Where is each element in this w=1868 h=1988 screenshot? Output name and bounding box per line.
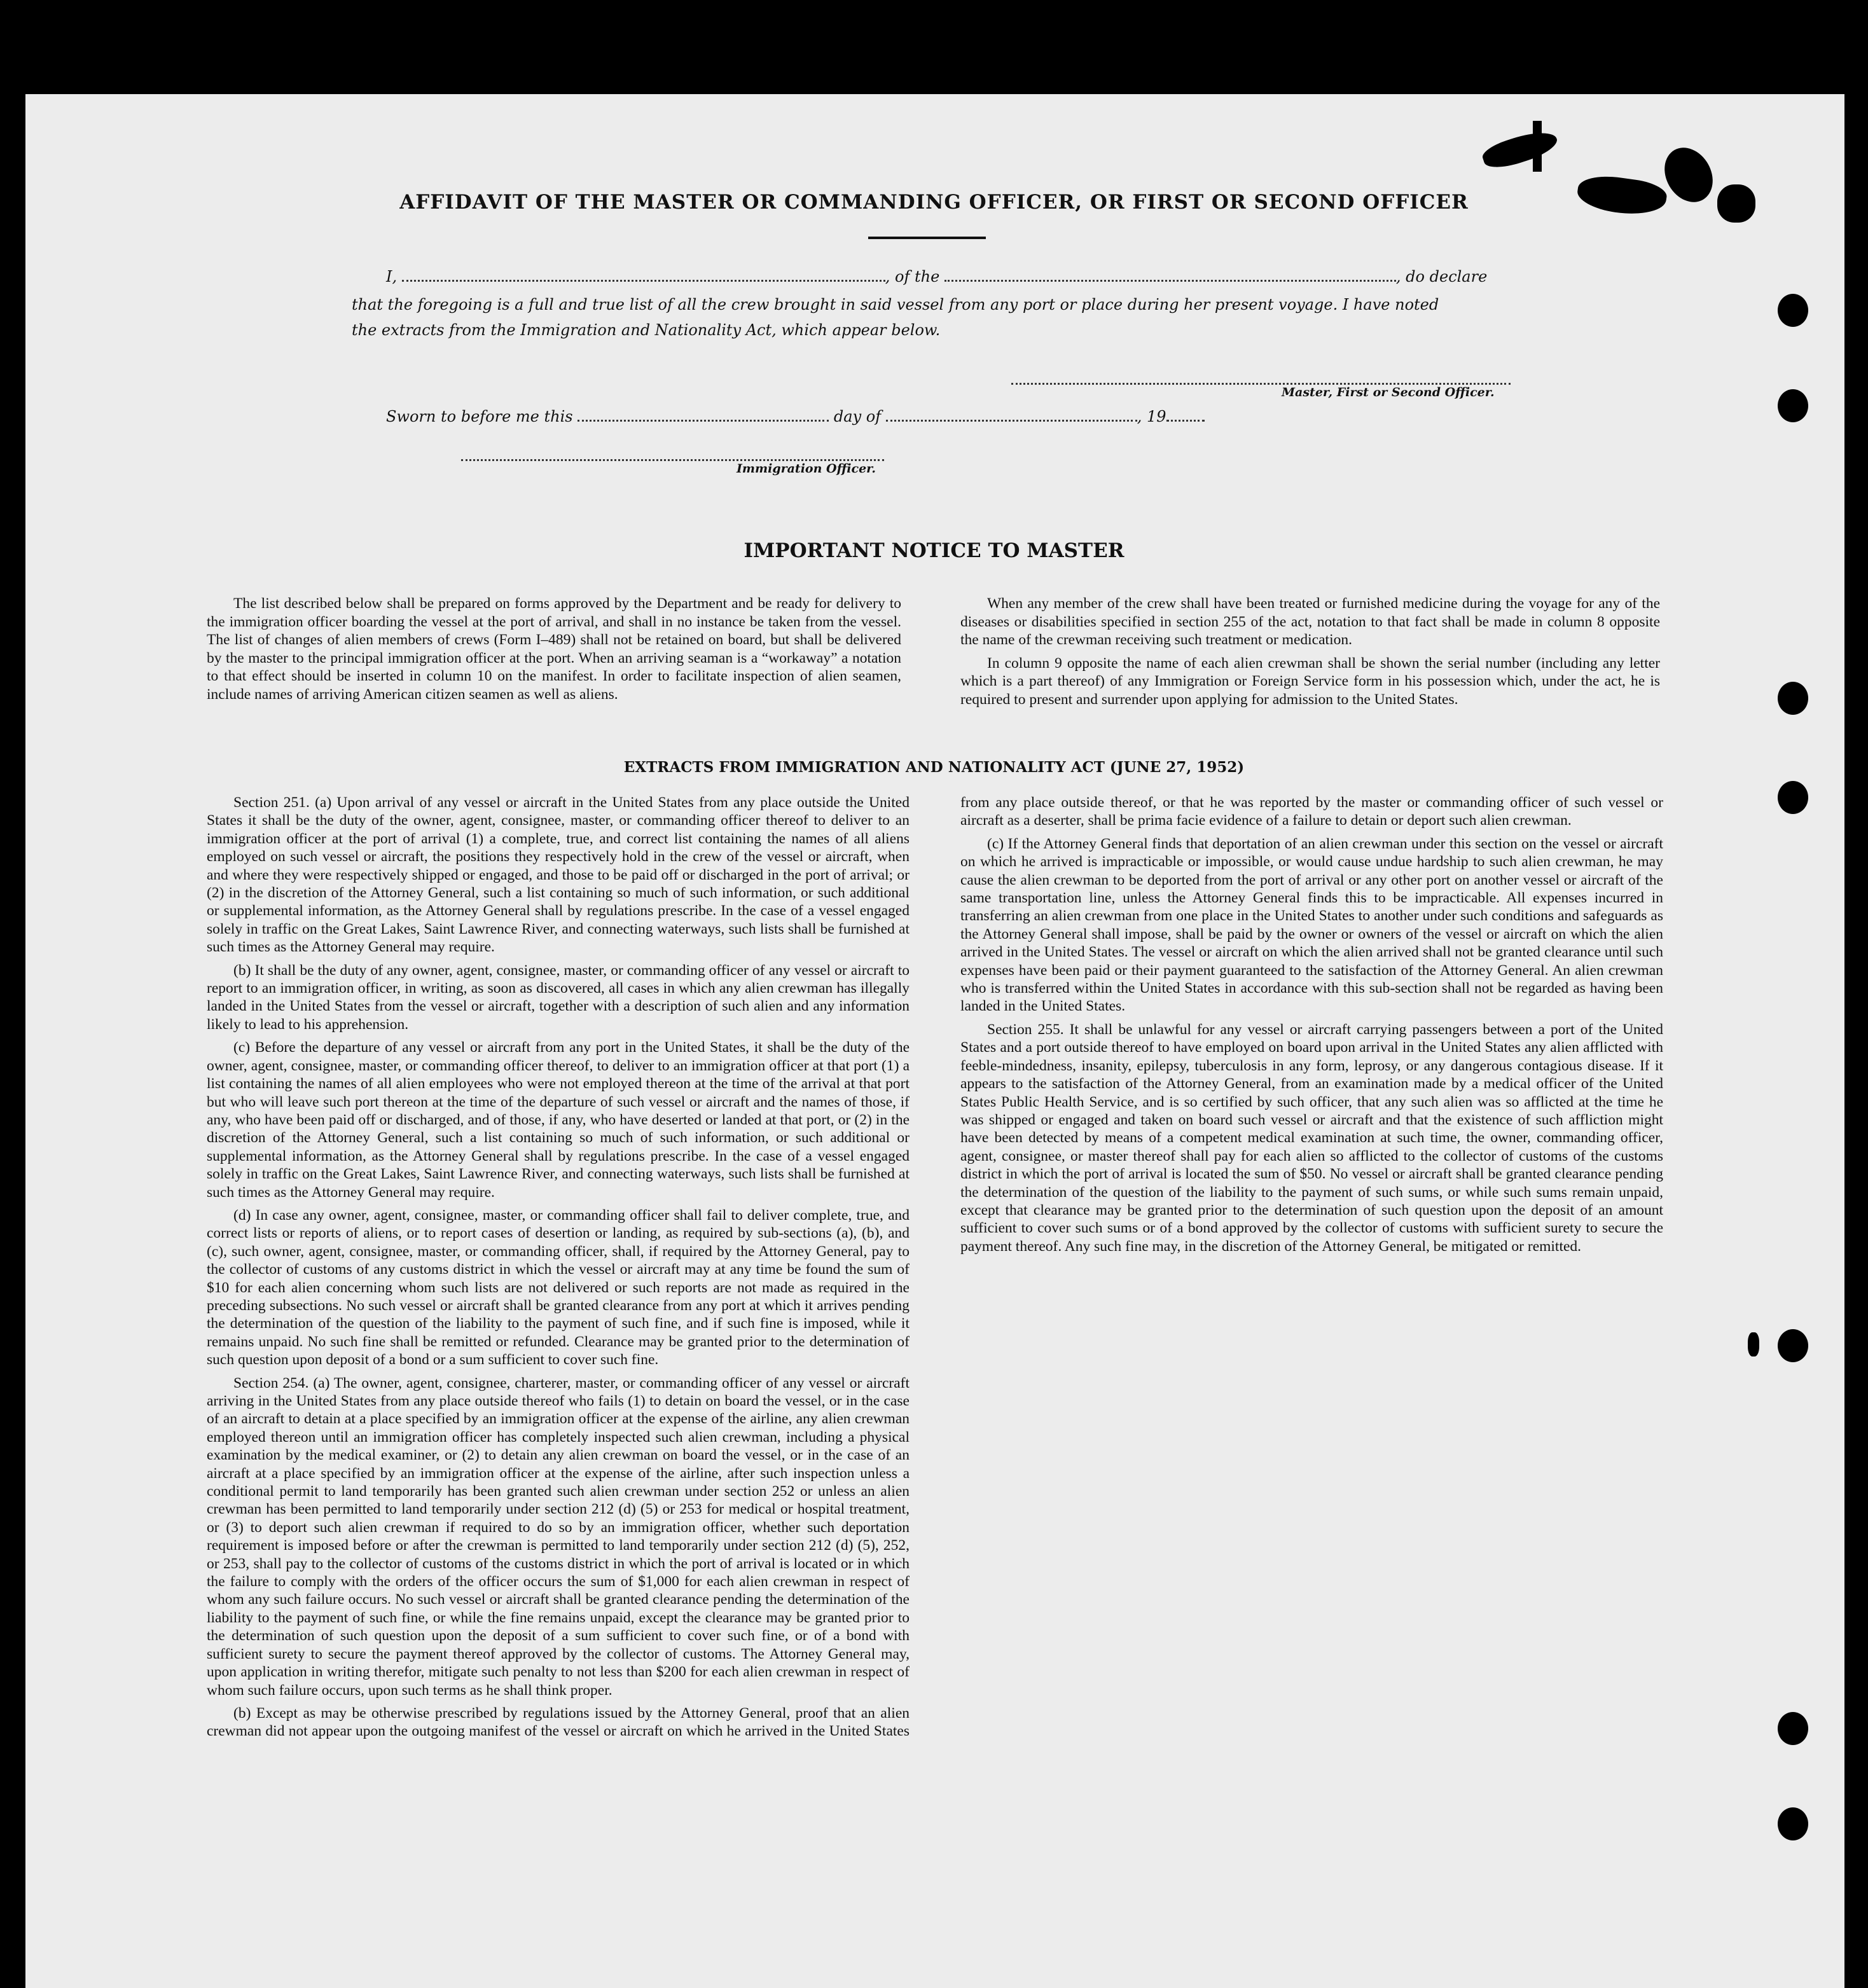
punch-hole — [1778, 1329, 1808, 1362]
punch-hole — [1778, 1807, 1808, 1840]
do-declare-label: , do declare — [1395, 268, 1488, 286]
statement-line-1: that the foregoing is a full and true list of all the crew brought in said vessel from any port or place during her present voyage. I have noted — [352, 296, 1439, 314]
extract-paragraph: (c) Before the departure of any vessel or aircraft from any port in the United States, it shall be the duty of the owner, agent, consignee, master, or commanding officer thereof, to deliver to an immigration officer at that port (1) a list containing the names of all alien employees who were not employed thereon at the time of the arrival at that port but who will leave such port thereon at the time of the departure of such vessel or aircraft and the names of those, if any, who have been paid off or discharged, and of those, if any, who have deserted or landed at that port, or (2) in the discretion of the Attorney General, such a list containing so much of such information, or such additional or supplemental information, as the Attorney General shall by regulations prescribe. In the case of a vessel engaged solely in traffic on the Great Lakes, Saint Lawrence River, and connecting waterways, such lists shall be furnished at such times as the Attorney General may require. — [207, 1039, 910, 1201]
notice-title: IMPORTANT NOTICE TO MASTER — [744, 539, 1124, 562]
sworn-month-field[interactable] — [886, 407, 1137, 422]
statement-line-2: the extracts from the Immigration and Nationality Act, which appear below. — [352, 321, 941, 339]
immigration-officer-signature-field[interactable] — [461, 446, 884, 461]
extract-paragraph: Section 254. (a) The owner, agent, consignee, charterer, master, or commanding officer of any vessel or aircraft arriving in the United States from any place outside thereof who fails (1) to detain on board the vessel, or in the case of an aircraft to detain at a place specified by an immigration officer at the expense of the airline, any alien crewman employed thereon until an immigration officer has completely inspected such alien crewman, including a physical examination by the medical examiner, or (2) to detain any alien crewman on board the vessel, or in the case of an aircraft at a place specified by an immigration officer at the expense of the airline, after such inspection unless a conditional permit to land temporarily has been granted such alien crewman under section 252 or unless an alien crewman has been permitted to land temporarily under section 212 (d) (5) or 253 for medical or hospital treatment, or (3) to deport such alien crewman if required to do so by an immigration officer, whether such deportation requirement is imposed before or after the crewman is permitted to land temporarily under section 212 (d) (5), 252, or 253, shall pay to the collector of customs of the customs district in which the port of arrival is located or in which the failure to comply with the orders of the officer occurs the sum of $1,000 for each alien crewman in respect of whom any such failure occurs. No such vessel or aircraft shall be granted clearance pending the determination of the liability to the payment of such fine, or while the fine remains unpaid, except the clearance may be granted prior to the determination of such question upon the deposit of a sum sufficient to cover such fine, or of a bond with sufficient surety to secure the payment thereof approved by the collector of customs. The Attorney General may, upon application in writing therefor, mitigate such penalty to not less than $200 for each alien crewman in respect of whom such failure occurs, upon such terms as he shall think proper. — [207, 1374, 910, 1699]
notice-right-column — [960, 595, 1660, 714]
punch-hole — [1778, 294, 1808, 327]
extracts-body — [207, 794, 1663, 1741]
affidavit-title: AFFIDAVIT OF THE MASTER OR COMMANDING OFFICER, OR FIRST OR SECOND OFFICER — [399, 191, 1469, 214]
notice-paragraph: The list described below shall be prepared on forms approved by the Department and be ready for delivery to the immigration officer boarding the vessel at the port of arrival, and shall in no instance be taken from the vessel. The list of changes of alien members of crews (Form I–489) shall not be retained on board, but shall be delivered by the master to the principal immigration officer at the port. When an arriving seaman is a “workaway” a notation to that effect should be inserted in column 10 on the manifest. In order to facilitate inspection of alien seamen, include names of arriving American citizen seamen as well as aliens. — [207, 595, 901, 703]
sworn-year-field[interactable] — [1166, 407, 1205, 422]
notice-left-column — [207, 595, 901, 708]
sworn-label: Sworn to before me this — [386, 408, 573, 425]
sworn-day-field[interactable] — [578, 407, 829, 422]
master-caption: Master, First or Second Officer. — [1282, 385, 1495, 399]
extract-paragraph: (b) Except as may be otherwise prescribed by regulations issued by the Attorney General, proof that an alien crewman did not appear upon the outgoing manifest of the vessel or aircraft on which he arrived in the United States from any place outside thereof, or that he was reported by the master or commanding officer of such vessel or aircraft as a deserter, shall be prima facie evidence of a failure to detain or deport such alien crewman. — [207, 794, 1663, 1740]
extracts-title: EXTRACTS FROM IMMIGRATION AND NATIONALITY ACT (JUNE 27, 1952) — [623, 759, 1245, 776]
year-prefix: , 19 — [1137, 408, 1166, 425]
extract-paragraph: Section 255. It shall be unlawful for any vessel or aircraft carrying passengers between a port of the United States and a port outside thereof to have employed on board upon arrival in the United States any alien afflicted with feeble-mindedness, insanity, epilepsy, tuberculosis in any form, leprosy, or any dangerous contagious disease. If it appears to the satisfaction of the Attorney General, from an examination made by a medical officer of the United States Public Health Service, and is so certified by such officer, that any such alien was so afflicted at the time he was shipped or engaged and taken on board such vessel or aircraft and that the existence of such affliction might have been detected by means of a competent medical examination at such time, the owner, commanding officer, agent, consignee, or master thereof shall pay for each alien so afflicted to the collector of customs of the customs district in which the port of arrival is located the sum of $50. No vessel or aircraft shall be granted clearance pending the determination of the question of the liability to the payment of such sums, or while such sums remain unpaid, except that clearance may be granted prior to the determination of such question upon the deposit of an amount sufficient to cover such sums or of a bond approved by the collector of customs with sufficient surety to secure the payment thereof. Any such fine may, in the discretion of the Attorney General, be mitigated or remitted. — [960, 1021, 1663, 1255]
day-of-label: day of — [833, 408, 882, 425]
of-the-label: , of the — [885, 268, 940, 286]
extract-paragraph: (d) In case any owner, agent, consignee, master, or commanding officer shall fail to deliver complete, true, and correct lists or reports of aliens, or to report cases of desertion or landing, as required by sub-sections (a), (b), and (c), such owner, agent, consignee, master, or commanding officer, shall, if required by the Attorney General, pay to the collector of customs of any customs district in which the vessel or aircraft may at any time be found the sum of $10 for each alien concerning whom such lists are not delivered or such reports are not made as required in the preceding subsections. No such vessel or aircraft shall be granted clearance from any port at which it arrives pending the determination of the question of the liability to the payment of such fine, and if such fine is imposed, while it remains unpaid. No such fine shall be remitted or refunded. Clearance may be granted prior to the determination of such question upon deposit of a bond or a sum sufficient to cover such fine. — [207, 1206, 910, 1369]
name-field[interactable] — [402, 267, 885, 282]
title-underline — [868, 237, 986, 239]
notice-paragraph: In column 9 opposite the name of each alien crewman shall be shown the serial number (including any letter which is a part thereof) of any Immigration or Foreign Service form in his possession which, under the act, he is required to present and surrender upon applying for admission to the United States. — [960, 654, 1660, 708]
vessel-field[interactable] — [944, 267, 1396, 282]
extract-paragraph: (c) If the Attorney General finds that deportation of an alien crewman under this section on the vessel or aircraft on which he arrived is impracticable or impossible, or would cause undue hardship to such alien crewman, he may cause the alien crewman to be deported from the port of arrival or any other port on another vessel or aircraft of the same transportation line, unless the Attorney General finds this to be impracticable. All expenses incurred in transferring an alien crewman from one place in the United States to another under such conditions and safeguards as the Attorney General shall impose, shall be paid by the owner or owners of the vessel or aircraft on which the alien arrived in the United States. The vessel or aircraft on which the alien arrived shall not be granted clearance until such expenses have been paid or their payment guaranteed to the satisfaction of the Attorney General. An alien crewman who is transferred within the United States in accordance with this sub-section shall not be regarded as having been landed in the United States. — [960, 835, 1663, 1015]
master-signature-field[interactable] — [1011, 370, 1511, 385]
punch-hole — [1778, 1712, 1808, 1745]
ink-blot — [1533, 121, 1542, 172]
i-label: I, — [386, 268, 398, 286]
notice-paragraph: When any member of the crew shall have been treated or furnished medicine during the voyage for any of the diseases or disabilities specified in section 255 of the act, notation to that fact shall be made in column 8 opposite the name of the crewman receiving such treatment or medication. — [960, 595, 1660, 648]
ink-mark — [1748, 1332, 1759, 1356]
punch-hole — [1778, 781, 1808, 814]
declaration-line — [386, 267, 1487, 286]
sworn-line — [386, 407, 1205, 425]
punch-hole — [1778, 682, 1808, 715]
extract-paragraph: (b) It shall be the duty of any owner, agent, consignee, master, or commanding officer of any vessel or aircraft to report to an immigration officer, in writing, as soon as discovered, all cases in which any alien crewman has illegally landed in the United States from the vessel or aircraft, together with a description of such alien and any information likely to lead to his apprehension. — [207, 962, 910, 1033]
punch-hole — [1778, 389, 1808, 422]
immigration-caption: Immigration Officer. — [737, 462, 876, 476]
extract-paragraph: Section 251. (a) Upon arrival of any vessel or aircraft in the United States from any place outside the United States it shall be the duty of the owner, agent, consignee, master, or commanding officer thereof to deliver to an immigration officer at the port of arrival (1) a complete, true, and correct list containing the names of all aliens employed on such vessel or aircraft, the positions they respectively hold in the crew of the vessel or aircraft, when and where they were respectively shipped or engaged, and those to be paid off or discharged in the port of arrival; or (2) in the discretion of the Attorney General, such a list containing so much of such information, or such additional or supplemental information, as the Attorney General shall by regulations prescribe. In the case of a vessel engaged solely in traffic on the Great Lakes, Saint Lawrence River, and connecting waterways, such lists shall be furnished at such times as the Attorney General may require. — [207, 794, 910, 956]
